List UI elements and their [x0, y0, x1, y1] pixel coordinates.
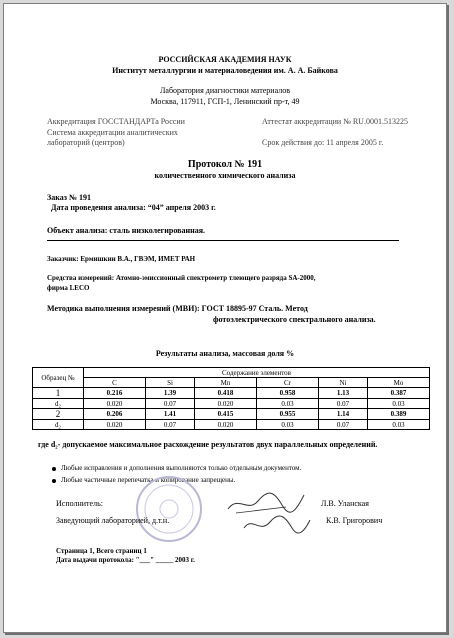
lab-address: Москва, 117911, ГСП-1, Ленинский пр-т, 49 [150, 97, 300, 106]
divider-line [47, 240, 399, 241]
head-label: Заведующий лабораторией, д.т.н. [56, 516, 170, 525]
element-header: Mn [195, 378, 257, 388]
accreditation-left-3: лабораторий (центров) [47, 138, 125, 147]
table-cell: 1.41 [145, 409, 194, 420]
sample-header: Образец № [33, 368, 84, 388]
element-header: Cr [256, 378, 318, 388]
table-cell: 0.020 [84, 399, 146, 409]
accreditation-left-1: Аккредитация ГОССТАНДАРТа России [47, 117, 185, 126]
table-cell: 0.020 [195, 420, 257, 430]
element-header: Mo [367, 378, 429, 388]
table-row [33, 420, 430, 430]
table-cell: 1.14 [318, 409, 367, 420]
document-page [3, 3, 447, 633]
table-cell: 0.415 [195, 409, 257, 420]
results-title: Результаты анализа, массовая доля % [155, 349, 295, 358]
issue-date: Дата выдачи протокола: "___" _____ 2003 г. [56, 556, 195, 564]
method-line-1: Методика выполнения измерений (МВИ): ГОСТ 18895-97 Сталь. Метод [47, 304, 308, 313]
content-header: Содержание элементов [84, 368, 430, 378]
sample-label: d₂ [33, 399, 84, 409]
table-cell: 0.216 [84, 388, 146, 399]
institute-name: Институт металлургии и материаловедения им. А. А. Байкова [112, 66, 338, 75]
accreditation-certificate: Аттестат аккредитации № RU.0001.513225 [262, 117, 408, 126]
table-cell: 0.418 [195, 388, 257, 399]
table-cell: 0.958 [256, 388, 318, 399]
table-cell: 0.03 [367, 420, 429, 430]
stamp-seal [124, 474, 214, 544]
head-name: К.В. Григорович [326, 516, 383, 525]
sample-label: d₂ [33, 420, 84, 430]
table-cell: 1.39 [145, 388, 194, 399]
analysis-object: Объект анализа: сталь низколегированная. [47, 226, 206, 235]
table-cell: 0.020 [84, 420, 146, 430]
head-signature [242, 514, 312, 536]
table-cell: 0.387 [367, 388, 429, 399]
method-line-2: фотоэлектрического спектрального анализа. [213, 315, 376, 324]
table-cell: 0.07 [145, 399, 194, 409]
page-count: Страница 1, Всего страниц 1 [56, 547, 147, 555]
protocol-subtitle: количественного химического анализа [154, 171, 296, 180]
bullet-dot [52, 479, 56, 483]
table-row [33, 388, 430, 399]
table-cell: 0.07 [318, 420, 367, 430]
instruments-line-1: Средства измерений: Атомно-эмиссионный спектрометр тлеющего разряда SA-2000, [47, 274, 316, 282]
protocol-title: Протокол № 191 [187, 159, 263, 170]
table-cell: 0.020 [195, 399, 257, 409]
sample-label: 1 [33, 388, 84, 399]
results-table [32, 367, 430, 430]
accreditation-left-2: Система аккредитации аналитических [47, 128, 178, 137]
table-cell: 0.03 [256, 399, 318, 409]
bullet-text: Любые частичные перепечатка и копирование запрещены. [61, 476, 236, 484]
instruments-line-2: фирма LECO [47, 284, 90, 292]
analysis-date: Дата проведения анализа: “04” апреля 2003 г. [51, 203, 216, 212]
bullet-text: Любые исправления и дополнения выполняются только отдельным документом. [61, 464, 302, 472]
lab-name: Лаборатория диагностики материалов [160, 86, 290, 95]
table-cell: 0.389 [367, 409, 429, 420]
table-row [33, 409, 430, 420]
bullet-dot [52, 467, 56, 471]
customer: Заказчик: Ермишкин В.А., ГВЭМ, ИМЕТ РАН [47, 255, 196, 263]
table-cell: 0.07 [318, 399, 367, 409]
executor-name: Л.В. Уланская [321, 499, 369, 508]
table-cell: 0.03 [256, 420, 318, 430]
element-header: C [84, 378, 146, 388]
order-number: Заказ № 191 [47, 193, 91, 202]
accreditation-validity: Срок действия до: 11 апреля 2005 г. [262, 138, 384, 147]
table-cell: 0.03 [367, 399, 429, 409]
academy-title: РОССИЙСКАЯ АКАДЕМИЯ НАУК [158, 55, 292, 64]
table-cell: 1.13 [318, 388, 367, 399]
element-header: Si [145, 378, 194, 388]
tolerance-note: где d₂- допускаемое максимальное расхождение результатов двух параллельных определений. [38, 440, 378, 449]
table-cell: 0.206 [84, 409, 146, 420]
sample-label: 2 [33, 409, 84, 420]
table-cell: 0.07 [145, 420, 194, 430]
table-row [33, 399, 430, 409]
executor-label: Исполнитель: [56, 499, 103, 508]
element-header: Ni [318, 378, 367, 388]
table-cell: 0.955 [256, 409, 318, 420]
